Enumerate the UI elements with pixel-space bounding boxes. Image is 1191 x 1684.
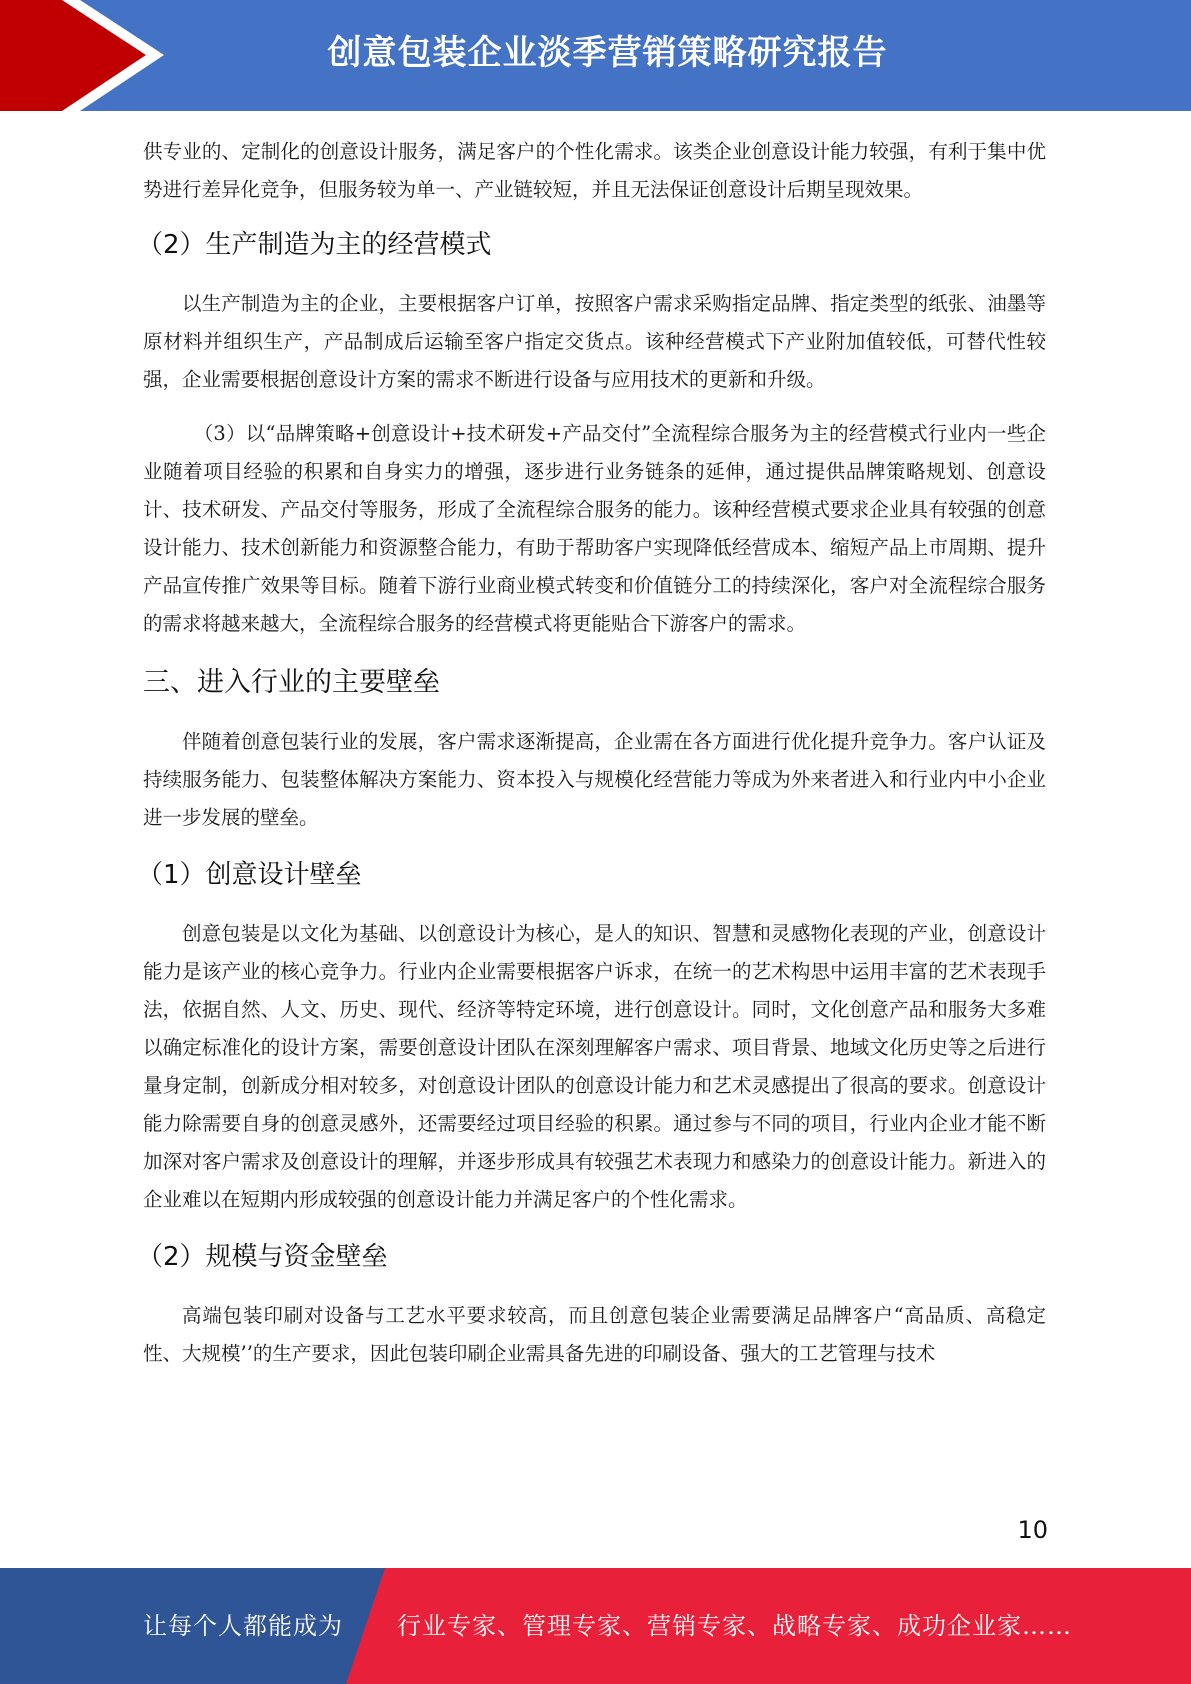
paragraph-barriers-intro: 伴随着创意包装行业的发展，客户需求逐渐提高，企业需在各方面进行优化提升竞争力。客户认证及持续服务能力、包装整体解决方案能力、资本投入与规模化经营能力等成为外来者进入和行业内中小企业进一步发展的壁垒。	[143, 730, 1046, 829]
page-number: 10	[1017, 1516, 1048, 1544]
paragraph-scale-capital: 高端包装印刷对设备与工艺水平要求较高，而且创意包装企业需要满足品牌客户“高品质、高稳定性、大规模’’的生产要求，因此包装印刷企业需具备先进的印刷设备、强大的工艺管理与技术	[143, 1304, 1046, 1365]
page-footer	[0, 1568, 1191, 1684]
page-header	[0, 0, 1191, 111]
paragraph-full-service: （3）以“品牌策略+创意设计+技术研发+产品交付”全流程综合服务为主的经营模式行业内一些企业随着项目经验的积累和自身实力的增强，逐步进行业务链条的延伸，通过提供品牌策略规划、创意设计、技术研发、产品交付等服务，形成了全流程综合服务的能力。该种经营模式要求企业具有较强的创意设计能力、技术创新能力和资源整合能力，有助于帮助客户实现降低经营成本、缩短产品上市周期、提升产品宣传推广效果等目标。随着下游行业商业模式转变和价值链分工的持续深化，客户对全流程综合服务的需求将越来越大，全流程综合服务的经营模式将更能贴合下游客户的需求。	[143, 422, 1046, 635]
heading-manufacturing-mode: （2）生产制造为主的经营模式	[137, 230, 492, 260]
heading-design-barrier: （1）创意设计壁垒	[137, 860, 362, 890]
paragraph-manufacturing: 以生产制造为主的企业，主要根据客户订单，按照客户需求采购指定品牌、指定类型的纸张、油墨等原材料并组织生产，产品制成后运输至客户指定交货点。该种经营模式下产业附加值较低，可替代性较强，企业需要根据创意设计方案的需求不断进行设备与应用技术的更新和升级。	[143, 292, 1046, 391]
document-body	[137, 133, 1046, 1389]
heading-entry-barriers: 三、进入行业的主要壁垒	[143, 667, 440, 698]
heading-scale-capital-barrier: （2）规模与资金壁垒	[137, 1242, 388, 1272]
footer-slogan-right: 行业专家、管理专家、营销专家、战略专家、成功企业家……	[397, 1612, 1072, 1640]
report-title: 创意包装企业淡季营销策略研究报告	[327, 33, 888, 73]
paragraph-continued: 供专业的、定制化的创意设计服务，满足客户的个性化需求。该类企业创意设计能力较强，有利于集中优势进行差异化竞争，但服务较为单一、产业链较短，并且无法保证创意设计后期呈现效果。	[143, 140, 1046, 201]
paragraph-design-barrier: 创意包装是以文化为基础、以创意设计为核心，是人的知识、智慧和灵感物化表现的产业，创意设计能力是该产业的核心竞争力。行业内企业需要根据客户诉求，在统一的艺术构思中运用丰富的艺术表现手法，依据自然、人文、历史、现代、经济等特定环境，进行创意设计。同时，文化创意产品和服务大多难以确定标准化的设计方案，需要创意设计团队在深刻理解客户需求、项目背景、地域文化历史等之后进行量身定制，创新成分相对较多，对创意设计团队的创意设计能力和艺术灵感提出了很高的要求。创意设计能力除需要自身的创意灵感外，还需要经过项目经验的积累。通过参与不同的项目，行业内企业才能不断加深对客户需求及创意设计的理解，并逐步形成具有较强艺术表现力和感染力的创意设计能力。新进入的企业难以在短期内形成较强的创意设计能力并满足客户的个性化需求。	[143, 922, 1046, 1211]
footer-slogan-left: 让每个人都能成为	[143, 1612, 343, 1640]
